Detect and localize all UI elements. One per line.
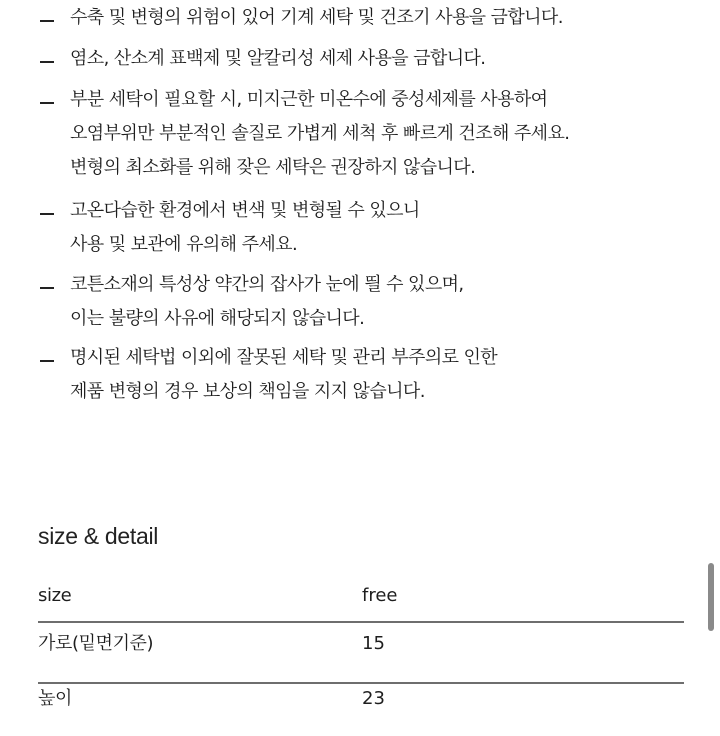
height-value: 23 xyxy=(362,688,385,709)
care-item-text: 제품 변형의 경우 보상의 책임을 지지 않습니다. xyxy=(70,381,425,402)
care-item-text: 사용 및 보관에 유의해 주세요. xyxy=(70,234,298,255)
dash-bullet-icon xyxy=(40,61,54,63)
dash-bullet-icon xyxy=(40,20,54,22)
dash-bullet-icon xyxy=(40,213,54,215)
care-item-text: 코튼소재의 특성상 약간의 잡사가 눈에 띌 수 있으며, xyxy=(70,274,464,295)
table-row xyxy=(38,575,684,629)
care-item-text: 이는 불량의 사유에 해당되지 않습니다. xyxy=(70,308,365,329)
size-label: size xyxy=(38,585,72,606)
dash-bullet-icon xyxy=(40,360,54,362)
size-table xyxy=(38,575,684,736)
size-detail-heading: size & detail xyxy=(38,523,159,549)
table-row xyxy=(38,682,684,736)
care-item-text: 명시된 세탁법 이외에 잘못된 세탁 및 관리 부주의로 인한 xyxy=(70,347,498,368)
table-row xyxy=(38,628,684,682)
care-item-text: 오염부위만 부분적인 솔질로 가볍게 세척 후 빠르게 건조해 주세요. xyxy=(70,123,570,144)
vertical-scrollbar[interactable] xyxy=(708,563,714,631)
care-item-text: 수축 및 변형의 위험이 있어 기계 세탁 및 건조기 사용을 금합니다. xyxy=(70,7,563,28)
height-label: 높이 xyxy=(38,688,72,709)
care-item-text: 부분 세탁이 필요할 시, 미지근한 미온수에 중성세제를 사용하여 xyxy=(70,89,548,110)
width-value: 15 xyxy=(362,633,385,654)
care-item-text: 변형의 최소화를 위해 잦은 세탁은 권장하지 않습니다. xyxy=(70,157,476,178)
dash-bullet-icon xyxy=(40,287,54,289)
care-item-text: 고온다습한 환경에서 변색 및 변형될 수 있으니 xyxy=(70,200,420,221)
width-label: 가로(밑면기준) xyxy=(38,633,154,654)
size-value: free xyxy=(362,585,398,606)
row-divider xyxy=(38,621,684,623)
care-item-text: 염소, 산소계 표백제 및 알칼리성 세제 사용을 금합니다. xyxy=(70,48,486,69)
dash-bullet-icon xyxy=(40,102,54,104)
